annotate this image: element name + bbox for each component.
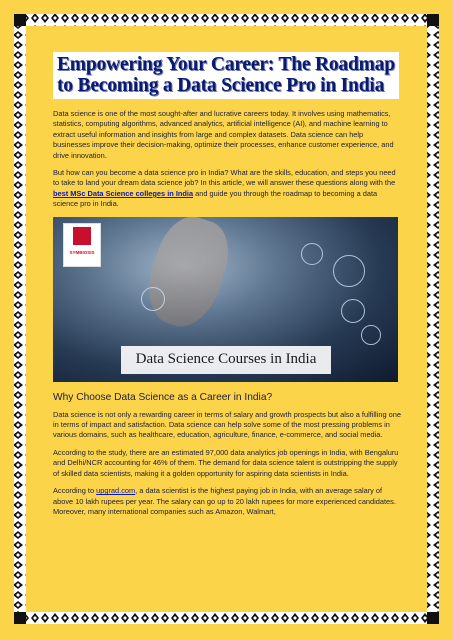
paragraph-5 [53, 486, 401, 517]
wifi-icon [141, 287, 165, 311]
paragraph-5-text-before: According to [53, 486, 97, 496]
chart-icon [333, 255, 365, 287]
msc-colleges-link[interactable]: best MSc Data Science colleges in India [53, 188, 194, 198]
paragraph-2-text-after: and guide you through the roadmap to becoming a data science pro in India. [53, 188, 378, 209]
section-heading: Why Choose Data Science as a Career in India? [53, 391, 273, 403]
gear-icon [301, 243, 323, 265]
cloud-icon [341, 299, 365, 323]
banner-image [53, 217, 398, 382]
banner-caption: Data Science Courses in India [135, 350, 317, 367]
intro-paragraph: Data science is one of the most sought-after and lucrative careers today. It involves using mathematics, statistics, computing algorithms, advanced analytics, artificial intelligence (AI), and machine learning to extract useful information and insights from large and complex datasets. Data science can help businesses improve their decision-making, optimize their processes, enhance customer experience, and drive innovation. [53, 109, 394, 160]
paragraph-2-text-before: But how can you become a data science pro in India? What are the skills, education, and steps you need to take to land your dream data science job? In this article, we will answer these questions along with the [53, 168, 396, 188]
article [53, 52, 401, 524]
paragraph-3: Data science is not only a rewarding career in terms of salary and growth prospects but also a fulfilling one in terms of impact and satisfaction. Data science can help solve some of the most pressing problems in various domains, such as healthcare, education, agriculture, finance, e-commerce, and social media. [53, 409, 401, 440]
paragraph-4: According to the study, there are an estimated 97,000 data analytics job openings in India, with Bengaluru and Delhi/NCR accounting for 46% of them. The demand for data science talent is outstripping the supply of skilled data scientists, making it a golden opportunity for aspiring data scientists in India. [53, 447, 399, 478]
logo-text: SYMBIOSIS [69, 249, 95, 255]
network-icon [361, 325, 381, 345]
logo-mark-icon [73, 227, 91, 245]
hand-shape [138, 217, 239, 335]
title-box [53, 52, 399, 99]
paragraph-2 [53, 168, 401, 210]
banner-caption-box [121, 346, 331, 374]
paragraph-5-text-after: , a data scientist is the highest paying job in India, with an average salary of above 10 lakh rupees per year. The salary can go up to 20 lakh rupees for more experienced candidates. Moreover, many international companies such as Amazon, Walmart, [53, 486, 396, 516]
upgrad-link[interactable]: upgrad.com [96, 486, 136, 496]
page-title: Empowering Your Career: The Roadmap to Becoming a Data Science Pro in India [57, 54, 395, 96]
symbiosis-logo [63, 223, 101, 267]
